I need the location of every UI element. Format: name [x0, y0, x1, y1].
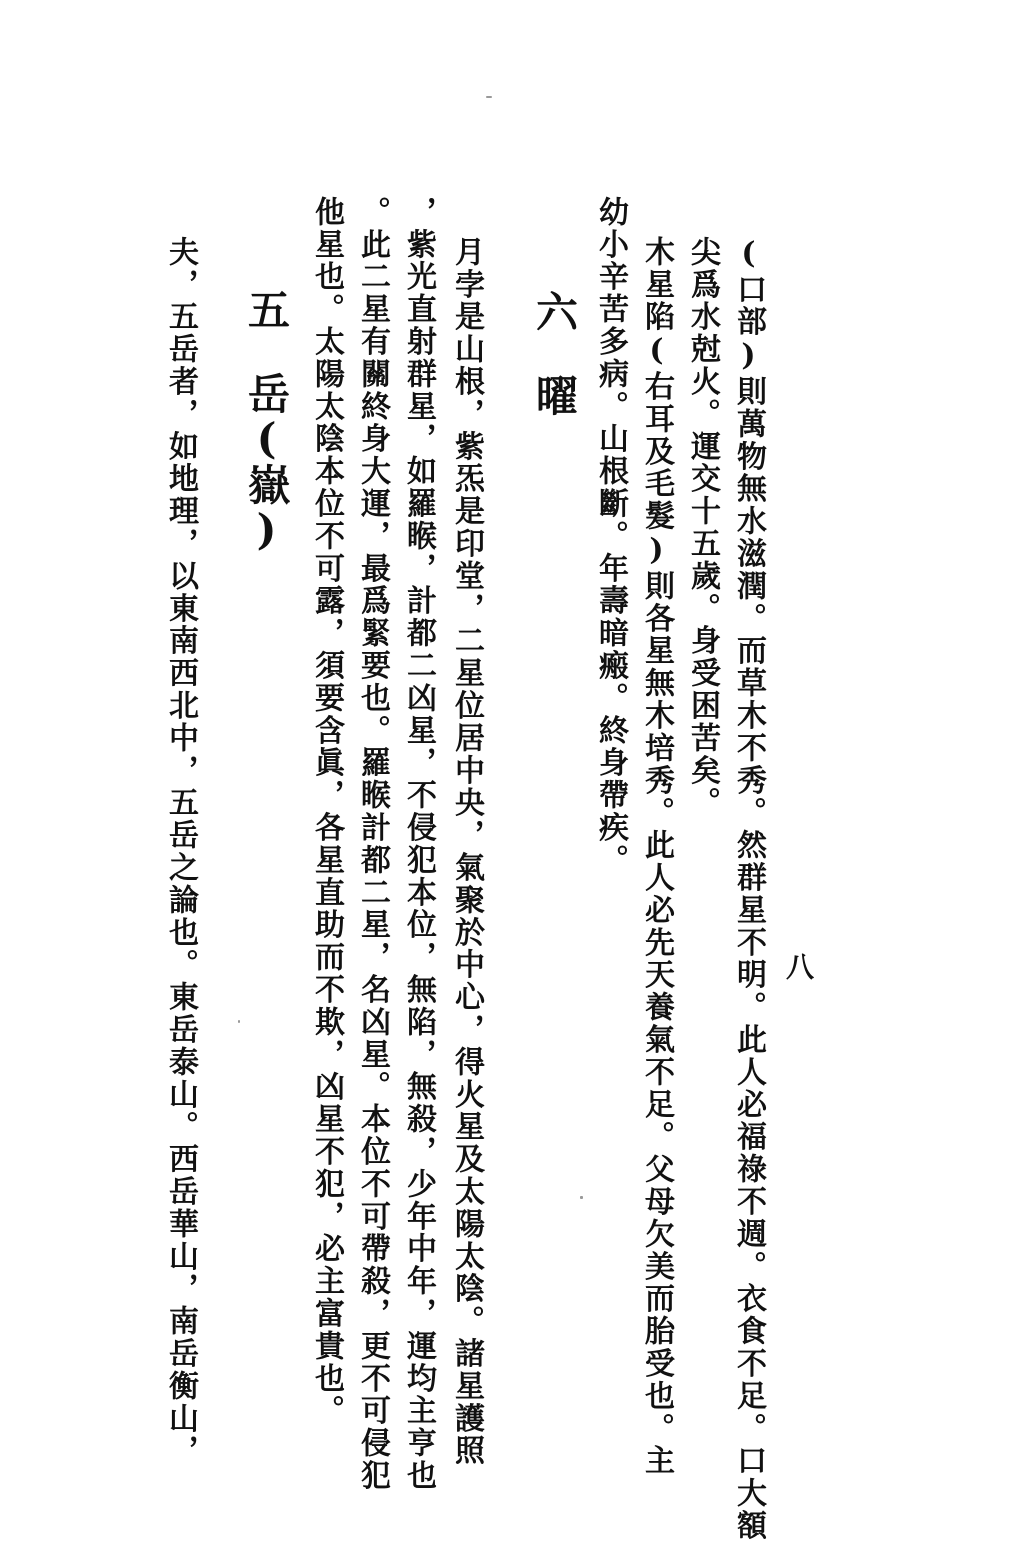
section-heading-liu-yao: 六 曜: [530, 290, 579, 416]
text-column-4: 幼小辛苦多病。山根斷。年壽暗瘢。終身帶疾。: [593, 196, 628, 877]
text-column-5: 月孛是山根，紫炁是印堂，二星位居中央，氣聚於中心，得火星及太陽太陰。諸星護照: [449, 236, 484, 1468]
page-number: 八: [782, 952, 815, 980]
scan-speck: [238, 1020, 240, 1023]
text-column-6: ，紫光直射群星，如羅睺，計都二凶星，不侵犯本位，無陷，無殺，少年中年，運均主亨也: [401, 196, 436, 1492]
text-column-9: 夫，五岳者，如地理，以東南西北中，五岳之論也。東岳泰山。西岳華山，南岳衡山，: [163, 236, 198, 1468]
scan-speck: [486, 96, 492, 98]
section-heading-wu-yue: 五 岳(嶽): [242, 288, 291, 554]
text-column-8: 他星也。太陽太陰本位不可露，須要含眞，各星直助而不欺，凶星不犯，必主富貴也。: [309, 196, 344, 1428]
scan-speck: [580, 1196, 583, 1199]
text-column-3: 木星陷(右耳及毛髮)則各星無木培秀。此人必先天養氣不足。父母欠美而胎受也。主: [639, 236, 674, 1478]
text-column-2: 尖爲水尅火。運交十五歲。身受困苦矣。: [685, 236, 720, 820]
text-column-7: 。此二星有關終身大運，最爲緊要也。羅睺計都二星，名凶星。本位不可帶殺，更不可侵犯: [355, 196, 390, 1492]
text-column-1: (口部)則萬物無水滋潤。而草木不秀。然群星不明。此人必福祿不週。衣食不足。口大額: [731, 236, 766, 1542]
